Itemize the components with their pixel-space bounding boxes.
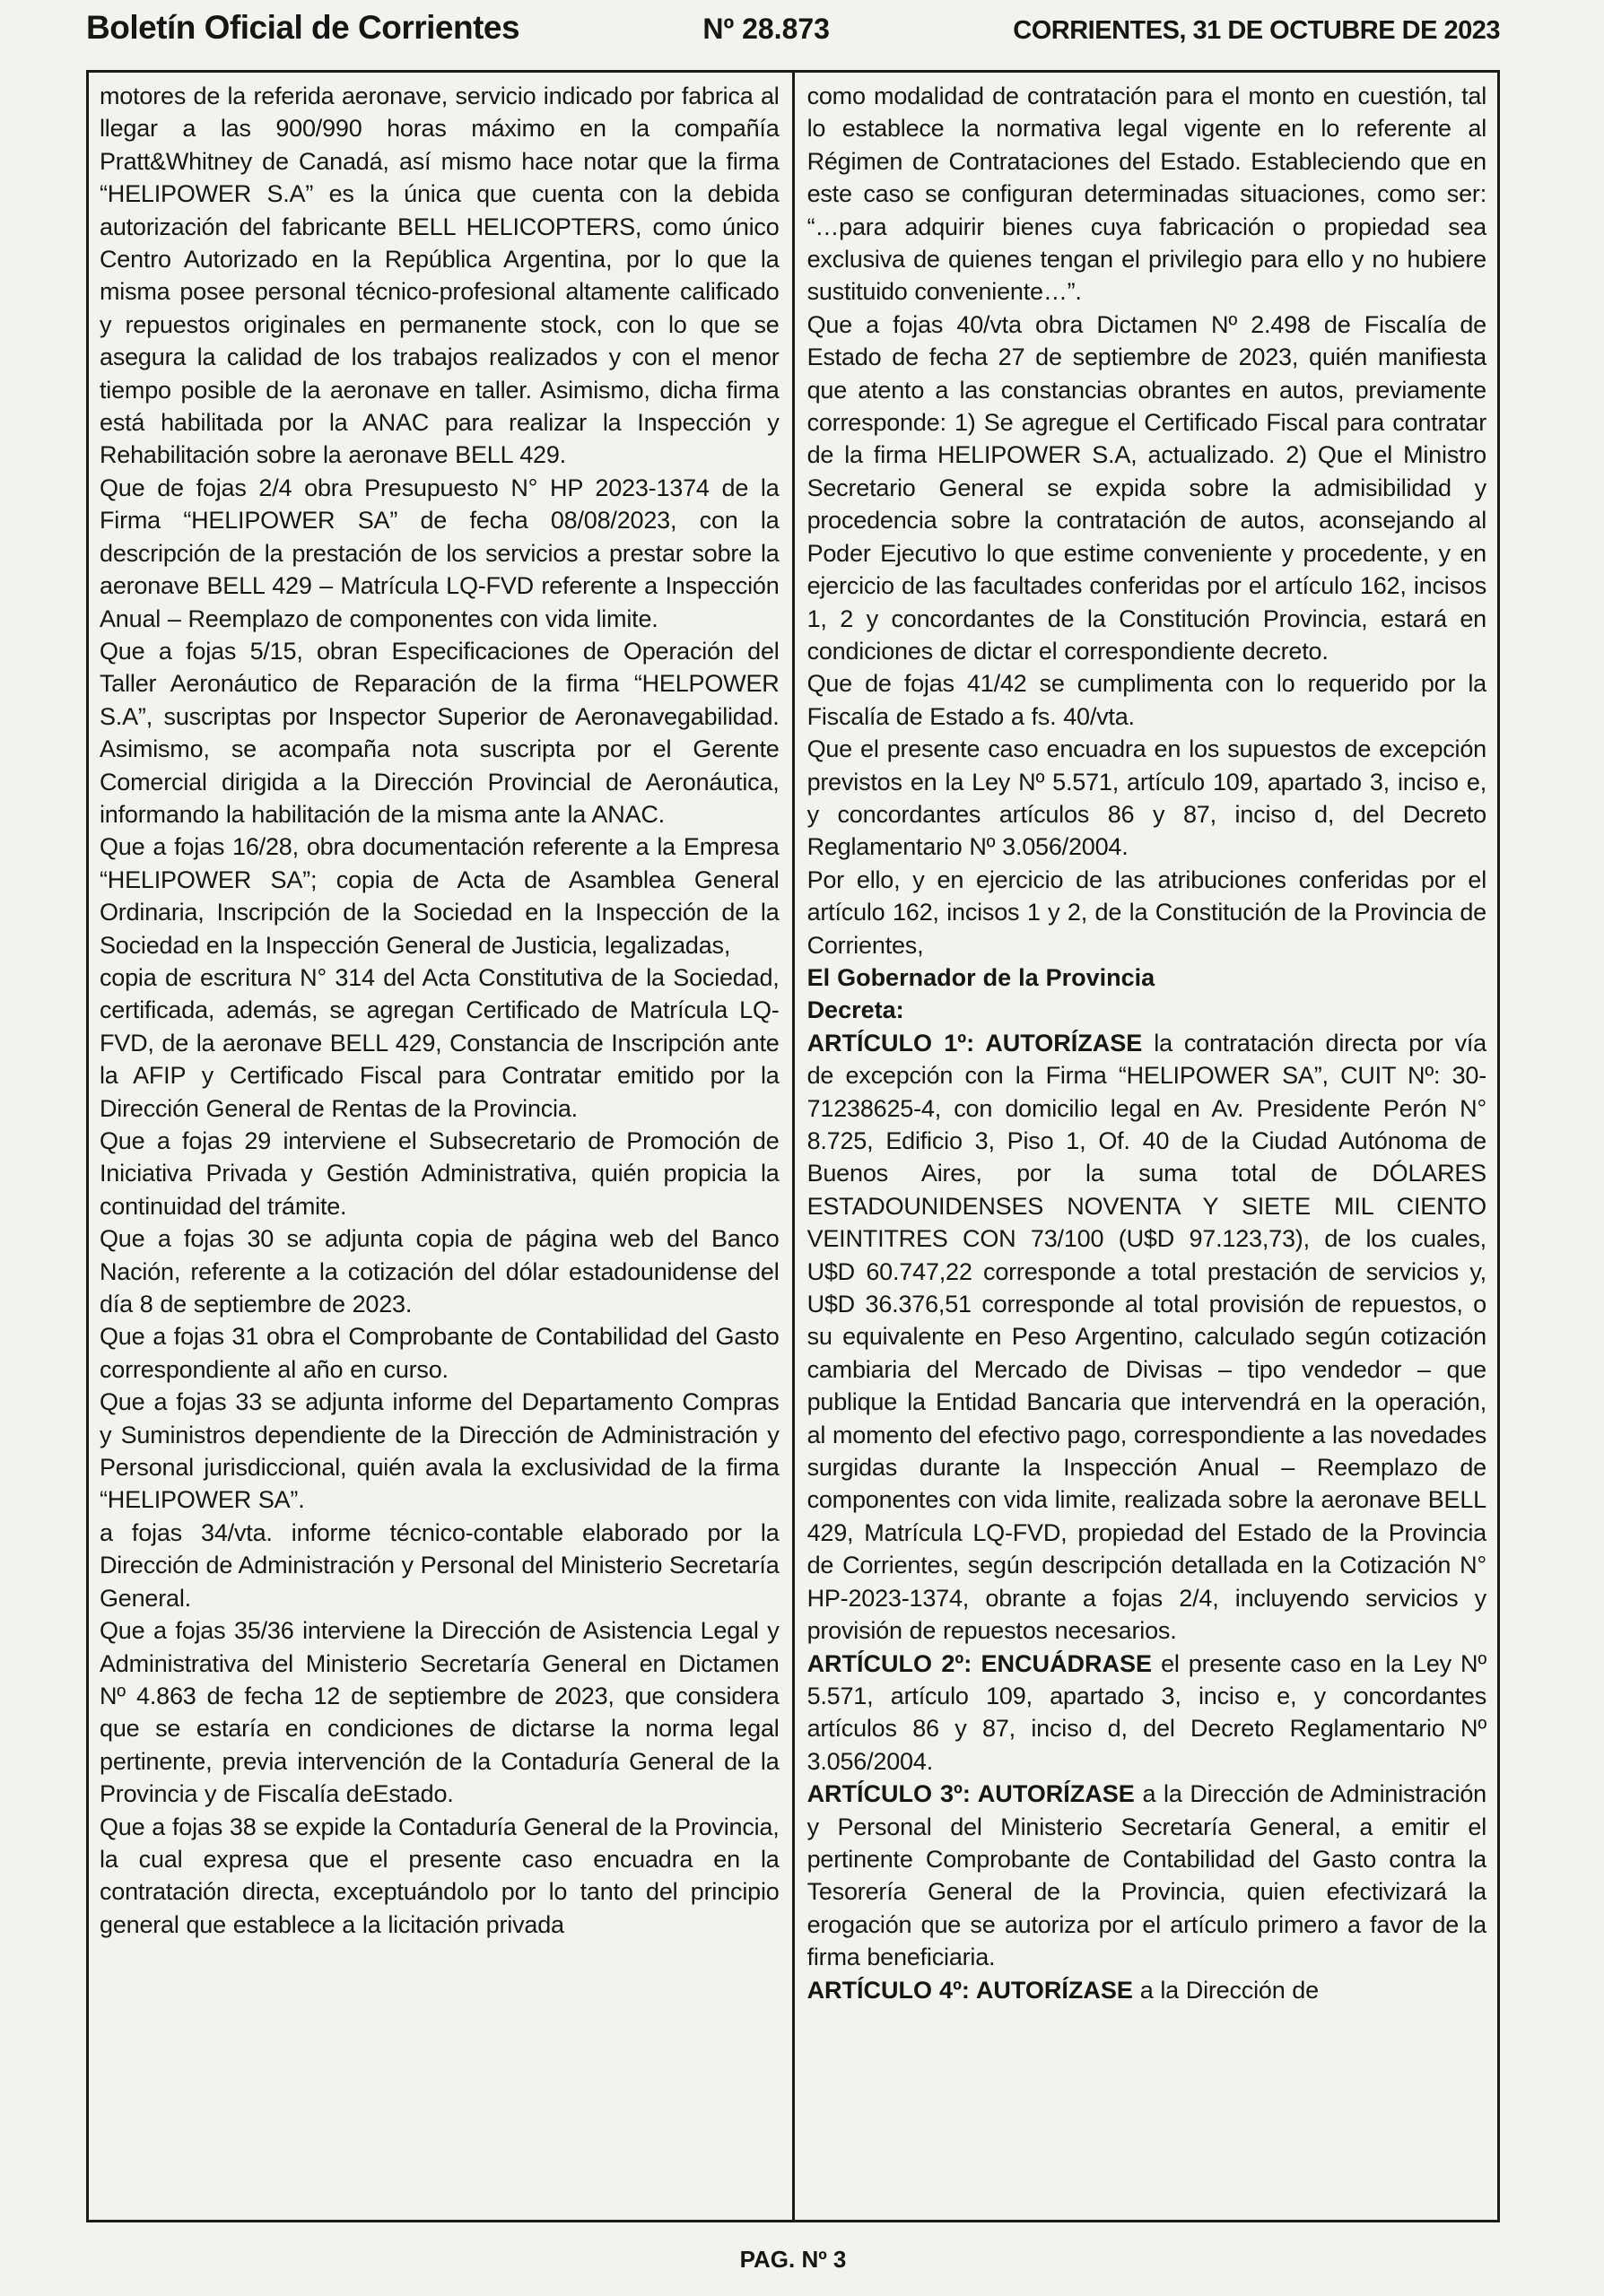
article-4-paragraph [807, 1974, 1486, 2006]
paragraph-text: Que a fojas 31 obra el Comprobante de Contabilidad del Gasto correspondiente al año en curso. [100, 1323, 780, 1383]
paragraph [100, 1222, 780, 1320]
paragraph-text: la contratación directa por vía de excepción con la Firma “HELIPOWER SA”, CUIT Nº: 30-71238625-4, con domicilio legal en Av. Presidente Perón N° 8.725, Edificio 3, Piso 1, Of. 40 de la Ciudad Autónoma de Buenos Aires, por la suma total de DÓLARES ESTADOUNIDENSES NOVENTA Y SIETE MIL CIENTO VEINTITRES CON 73/100 (U$D 97.123,73), de los cuales, U$D 60.747,22 corresponde a total prestación de servicios y, U$D 36.376,51 corresponde al total provisión de repuestos, o su equivalente en Peso Argentino, calculado según cotización cambiaria del Mercado de Divisas – tipo vendedor – que publique la Entidad Bancaria que intervendrá en la operación, al momento del efectivo pago, correspondiente a las novedades surgidas durante la Inspección Anual – Reemplazo de componentes con vida limite, realizada sobre la aeronave BELL 429, Matrícula LQ-FVD, propiedad del Estado de la Provincia de Corrientes, según descripción detallada en la Cotización N° HP-2023-1374, obrante a fojas 2/4, incluyendo servicios y provisión de repuestos necesarios. [806, 1029, 1486, 1645]
paragraph-text: Que a fojas 30 se adjunta copia de página web del Banco Nación, referente a la cotización del dólar estadounidense del día 8 de septiembre de 2023. [100, 1225, 780, 1318]
page-footer [86, 2246, 1500, 2274]
paragraph-text: a la Dirección de [1132, 1976, 1319, 2004]
paragraph-text: Que a fojas 5/15, obran Especificaciones de Operación del Taller Aeronáutico de Reparación de la firma “HELPOWER S.A”, suscriptas por Inspector Superior de Aeronavegabilidad. Asimismo, se acompaña nota suscripta por el Gerente Comercial dirigida a la Dirección Provincial de Aeronáutica, informando la habilitación de la misma ante la ANAC. [100, 637, 780, 828]
paragraph [100, 831, 780, 961]
paragraph [807, 733, 1486, 864]
paragraph [100, 80, 780, 472]
paragraph [100, 1386, 780, 1517]
page-header [86, 9, 1500, 47]
paragraph-text: Que de fojas 2/4 obra Presupuesto N° HP 2023-1374 de la Firma “HELIPOWER SA” de fecha 08/08/2023, con la descripción de la prestación de los servicios a prestar sobre la aeronave BELL 429 – Matrícula LQ-FVD referente a Inspección Anual – Reemplazo de componentes con vida limite. [100, 474, 780, 632]
paragraph-text: Que a fojas 40/vta obra Dictamen Nº 2.498 de Fiscalía de Estado de fecha 27 de septiembre de 2023, quién manifiesta que atento a las constancias obrantes en autos, previamente corresponde: 1) Se agregue el Certificado Fiscal para contratar de la firma HELIPOWER S.A, actualizado. 2) Que el Ministro Secretario General se expida sobre la admisibilidad y procedencia sobre la contratación de autos, aconsejando al Poder Ejecutivo lo que estime conveniente y procedente, y en ejercicio de las facultades conferidas por el artículo 162, incisos 1, 2 y concordantes de la Constitución Provincia, estará en condiciones de dictar el correspondiente decreto. [806, 310, 1486, 665]
paragraph-text: motores de la referida aeronave, servicio indicado por fabrica al llegar a las 900/990 horas máximo en la compañía Pratt&Whitney de Canadá, así mismo hace notar que la firma “HELIPOWER S.A” es la única que cuenta con la debida autorización del fabricante BELL HELICOPTERS, como único Centro Autorizado en la República Argentina, por lo que la misma posee personal técnico-profesional altamente calificado y repuestos originales en permanente stock, con lo que se asegura la calidad de los trabajos realizados y con el menor tiempo posible de la aeronave en taller. Asimismo, dicha firma está habilitada por la ANAC para realizar la Inspección y Rehabilitación sobre la aeronave BELL 429. [100, 83, 780, 469]
page-number: PAG. Nº 3 [739, 2246, 847, 2273]
content-box [86, 70, 1500, 2222]
paragraph-text: Que el presente caso encuadra en los supuestos de excepción previstos en la Ley Nº 5.571, artículo 109, apartado 3, inciso e, y concordantes artículos 86 y 87, inciso d, del Decreto Reglamentario Nº 3.056/2004. [806, 735, 1486, 861]
bulletin-title: Boletín Oficial de Corrientes [86, 9, 520, 46]
left-column [89, 73, 795, 2220]
bulletin-issue-number: Nº 28.873 [702, 13, 830, 45]
paragraph [100, 1320, 780, 1386]
right-column [795, 73, 1497, 2220]
article-4-lead: ARTÍCULO 4º: AUTORÍZASE [806, 1976, 1133, 2004]
bulletin-date: CORRIENTES, 31 DE OCTUBRE DE 2023 [1013, 16, 1500, 45]
paragraph-text: Por ello, y en ejercicio de las atribuciones conferidas por el artículo 162, incisos 1 y 2, de la Constitución de la Provincia de Corrientes, [806, 865, 1486, 959]
paragraph [100, 1125, 780, 1222]
paragraph [100, 1811, 780, 1942]
paragraph-text: como modalidad de contratación para el monto en cuestión, tal lo establece la normativa legal vigente en lo referente al Régimen de Contrataciones del Estado. Estableciendo que en este caso se configuran determinadas situaciones, como ser: “…para adquirir bienes cuya fabricación o propiedad sea exclusiva de quienes tengan el privilegio para ello y no hubiere sustituido conveniente…”. [806, 83, 1486, 306]
decree-word-text: Decreta: [806, 996, 904, 1024]
decree-authority-line [807, 961, 1486, 994]
paragraph-text: Que de fojas 41/42 se cumplimenta con lo requerido por la Fiscalía de Estado a fs. 40/vta. [806, 670, 1486, 730]
decree-word-line [807, 994, 1486, 1026]
paragraph-text: a fojas 34/vta. informe técnico-contable elaborado por la Dirección de Administración y Personal del Ministerio Secretaría General. [100, 1518, 780, 1612]
article-3-paragraph [807, 1778, 1486, 1973]
paragraph [807, 667, 1486, 733]
paragraph [807, 80, 1486, 309]
article-2-paragraph [807, 1648, 1486, 1779]
paragraph-text: Que a fojas 38 se expide la Contaduría General de la Provincia, la cual expresa que el presente caso encuadra en la contratación directa, exceptuándolo por lo tanto del principio general que establece a la licitación privada [100, 1813, 780, 1938]
paragraph-text: Que a fojas 35/36 interviene la Dirección de Asistencia Legal y Administrativa del Ministerio Secretaría General en Dictamen Nº 4.863 de fecha 12 de septiembre de 2023, que considera que se estaría en condiciones de dictarse la norma legal pertinente, previa intervención de la Contaduría General de la Provincia y de Fiscalía deEstado. [100, 1617, 780, 1808]
article-2-lead: ARTÍCULO 2º: ENCUÁDRASE [806, 1649, 1152, 1677]
article-1-paragraph [807, 1027, 1486, 1648]
paragraph [100, 961, 780, 1125]
decree-authority-text: El Gobernador de la Provincia [806, 963, 1155, 991]
paragraph-text: Que a fojas 29 interviene el Subsecretario de Promoción de Iniciativa Privada y Gestión Administrativa, quién propicia la continuidad del trámite. [100, 1127, 780, 1220]
paragraph [100, 1517, 780, 1614]
paragraph-text: Que a fojas 16/28, obra documentación referente a la Empresa “HELIPOWER SA”; copia de Acta de Asamblea General Ordinaria, Inscripción de la Sociedad en la Inspección de la Sociedad en la Inspección General de Justicia, legalizadas, [100, 833, 780, 959]
paragraph [100, 1614, 780, 1810]
paragraph [100, 635, 780, 831]
article-1-lead: ARTÍCULO 1º: AUTORÍZASE [806, 1029, 1143, 1057]
paragraph [100, 472, 780, 635]
article-3-lead: ARTÍCULO 3º: AUTORÍZASE [806, 1780, 1135, 1808]
paragraph-text: el presente caso en la Ley Nº 5.571, artículo 109, apartado 3, inciso e, y concordantes artículos 86 y 87, inciso d, del Decreto Reglamentario Nº 3.056/2004. [806, 1649, 1487, 1775]
paragraph-text: a la Dirección de Administración y Personal del Ministerio Secretaría General, a emitir el pertinente Comprobante de Contabilidad del Gasto contra la Tesorería General de la Provincia, quien efectivizará la erogación que se autoriza por el artículo primero a favor de la firma beneficiaria. [806, 1780, 1486, 1971]
paragraph [807, 309, 1486, 667]
paragraph-text: Que a fojas 33 se adjunta informe del Departamento Compras y Suministros dependiente de la Dirección de Administración y Personal jurisdiccional, quién avala la exclusividad de la firma “HELIPOWER SA”. [100, 1388, 780, 1514]
paragraph [807, 864, 1486, 961]
paragraph-text: copia de escritura N° 314 del Acta Constitutiva de la Sociedad, certificada, además, se agregan Certificado de Matrícula LQ-FVD, de la aeronave BELL 429, Constancia de Inscripción ante la AFIP y Certificado Fiscal para Contratar emitido por la Dirección General de Rentas de la Provincia. [100, 963, 780, 1122]
